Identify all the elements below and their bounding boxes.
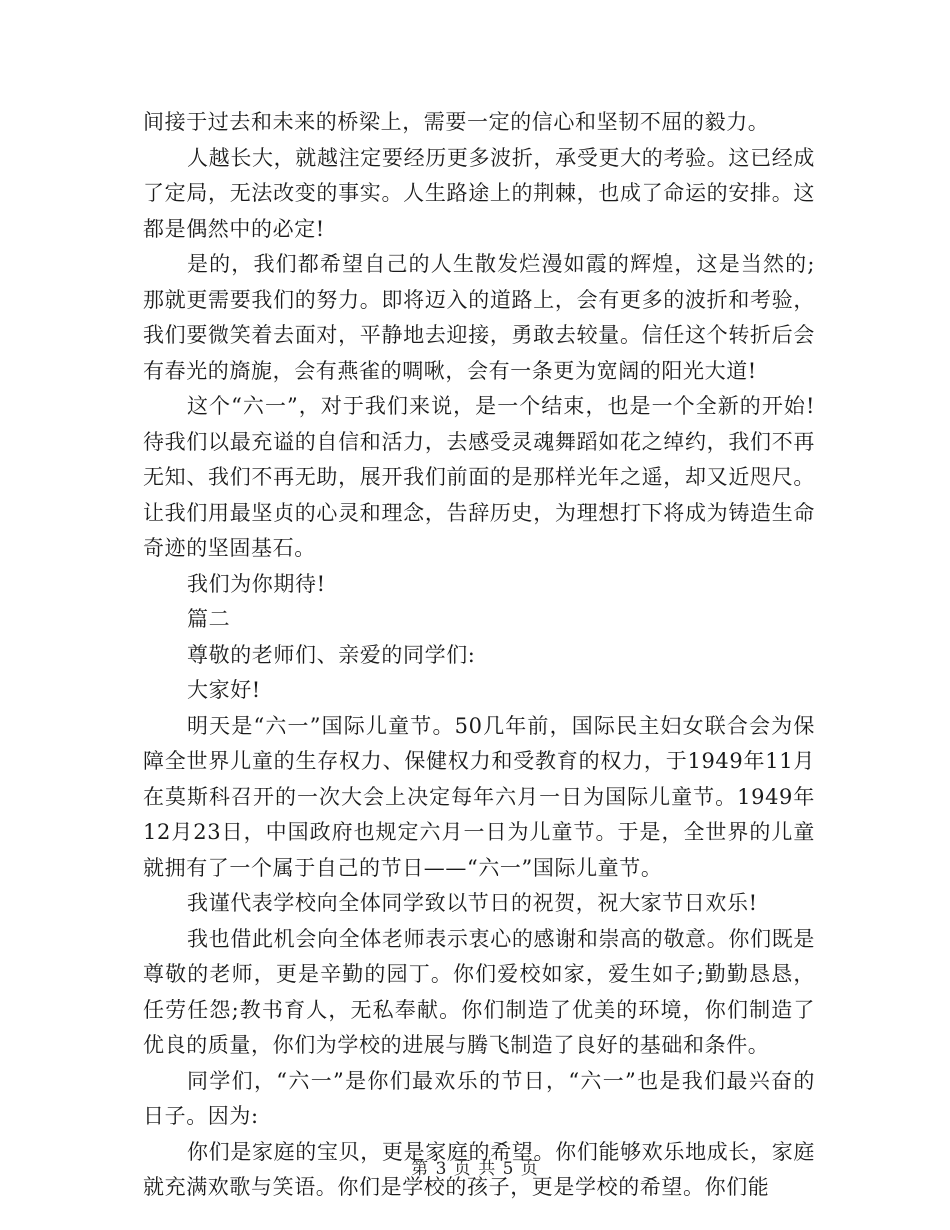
paragraph: 明天是“六一”国际儿童节。50几年前，国际民主妇女联合会为保障全世界儿童的生存权力、保健权力和受教育的权力，于1949年11月在莫斯科召开的一次大会上决定每年六月一日为国际儿童节。1949年12月23日，中国政府也规定六月一日为儿童节。于是，全世界的儿童就拥有了一个属于自己的节日——“六一”国际儿童节。 [143,713,815,880]
paragraph: 人越长大，就越注定要经历更多波折，承受更大的考验。这已经成了定局，无法改变的事实。人生路途上的荆棘，也成了命运的安排。这都是偶然中的必定! [143,145,815,241]
paragraph: 这个“六一”，对于我们来说，是一个结束，也是一个全新的开始!待我们以最充谥的自信和活力，去感受灵魂舞蹈如花之绰约，我们不再无知、我们不再无助，展开我们前面的是那样光年之遥，却又近咫尺。让我们用最坚贞的心灵和理念，告辞历史，为理想打下将成为铸造生命奇迹的坚固基石。 [143,394,815,560]
paragraph: 间接于过去和未来的桥梁上，需要一定的信心和坚韧不屈的毅力。 [143,110,770,134]
paragraph: 是的，我们都希望自己的人生散发烂漫如霞的辉煌，这是当然的;那就更需要我们的努力。即将迈入的道路上，会有更多的波折和考验，我们要微笑着去面对，平静地去迎接，勇敢去较量。信任这个转折后会有春光的旖旎，会有燕雀的啁啾，会有一条更为宽阔的阳光大道! [143,252,815,383]
greeting: 大家好! [187,678,261,702]
document-body [143,105,815,1206]
paragraph: 同学们，“六一”是你们最欢乐的节日，“六一”也是我们最兴奋的日子。因为: [143,1068,815,1128]
page-number-footer: 第 3 页 共 5 页 [411,1159,539,1179]
section-heading: 篇二 [187,607,231,631]
paragraph: 我也借此机会向全体老师表示衷心的感谢和崇高的敬意。你们既是尊敬的老师，更是辛勤的园丁。你们爱校如家，爱生如子;勤勤恳恳，任劳任怨;教书育人，无私奉献。你们制造了优美的环境，你们制造了优良的质量，你们为学校的进展与腾飞制造了良好的基础和条件。 [143,926,815,1057]
salutation: 尊敬的老师们、亲爱的同学们: [187,642,476,667]
paragraph: 我谨代表学校向全体同学致以节日的祝贺，祝大家节日欢乐! [187,891,758,915]
paragraph: 你们是家庭的宝贝，更是家庭的希望。你们能够欢乐地成长，家庭就充满欢歌与笑语。你们是学校的孩子，更是学校的希望。你们能 [143,1139,815,1199]
paragraph: 我们为你期待! [187,571,326,596]
